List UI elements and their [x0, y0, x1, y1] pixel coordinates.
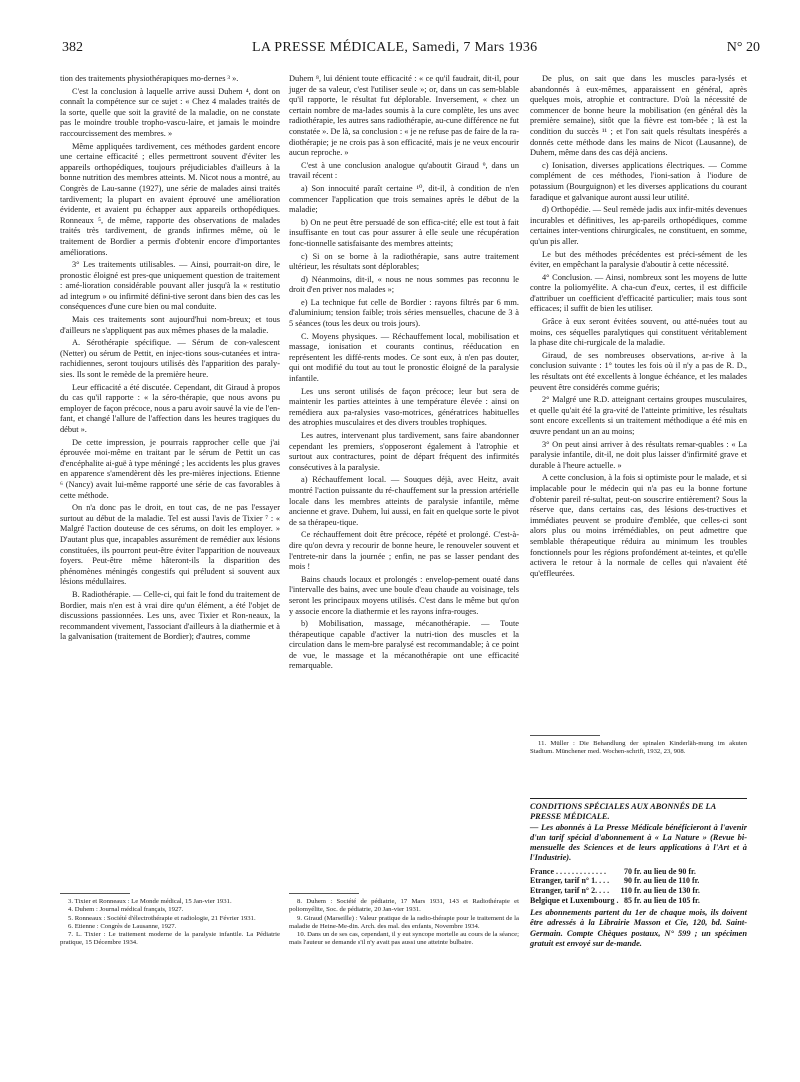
paragraph: A cette conclusion, à la fois si optimiste pour le malade, et si implacable pour le médecin qui n'a pas eu la bonne fortune d'obtenir pareil ré-sultat, peut-on souscrire entièrement? Sous la réserve que, dans certains cas, des lésions des-tructives et immédiates peuvent se produire d'emblée, que celles-ci sont alors plus ou moins irrémédiables, on peut admettre que semblable thérapeutique réduira au minimum les troubles fonctionnels pour les régions profondément at-teintes, et qu'elle activera le retour à la normale de celles qui n'avaient été qu'effleurées. — [530, 473, 747, 578]
rate-price: 90 fr. — [624, 876, 642, 886]
paragraph: Bains chauds locaux et prolongés : envelop-pement ouaté dans l'intervalle des bains, avec une boule d'eau chaude au voisinage, tels seront les principaux moyens utilisés. C'est dans le même but qu'on y associe encore la diathermie et les rayons infra-rouges. — [289, 574, 519, 616]
column-2 — [289, 74, 519, 674]
paragraph: A. Sérothérapie spécifique. — Sérum de con-valescent (Netter) ou sérum de Pettit, en injec-tions sous-cutanées et intra-rachidiennes, seront toujours utilisés dès l'apparition des paraly-sies. Ils sont le remède de la première heure. — [60, 338, 280, 380]
paragraph: On n'a donc pas le droit, en tout cas, de ne pas l'essayer surtout au début de la maladie. Tel est aussi l'avis de Tixier ⁷ : « Malgré l'action douteuse de ces sérums, on doit les employer. » D'autant plus que, incapables assurément de remédier aux lésions constituées, ils pourront peut-être éviter l'apparition de nouveaux foyers. Peut-être même hâteront-ils la disparition des phénomènes méningés congestifs qui préludent si souvent aux lésions médullaires. — [60, 503, 280, 587]
rate-note: au lieu de 90 fr. — [643, 866, 696, 876]
paragraph: e) La technique fut celle de Bordier : rayons filtrés par 6 mm. d'aluminium; tension faible; trois séries mensuelles, chacune de 3 à 5 séances (tous les deux ou trois jours). — [289, 297, 519, 329]
paragraph: 3° On peut ainsi arriver à des résultats remar-quables : « La paralysie infantile, dit-il, ne doit plus laisser d'infirmité grave et durable à l'heure actuelle. » — [530, 439, 747, 470]
paragraph: C'est la conclusion à laquelle arrive aussi Duhem ⁴, dont on connaît la compétence sur ce sujet : « Chez 4 malades traités de la sorte, quelle que soit la gravité de la maladie, on ne constate pas le moindre trouble tropho-vascu-laire, et jamais le moindre raccourcissement des membres. » — [60, 86, 280, 138]
table-row — [530, 867, 702, 877]
issue-number: N° 20 — [726, 40, 760, 55]
page-number: 382 — [62, 40, 83, 55]
page-header — [62, 40, 760, 64]
paragraph: De cette impression, je pourrais rapprocher celle que j'ai éprouvée moi-même en traitant par le sérum de Pettit un cas d'encéphalite ai-guë à type méningé ; les accidents les plus graves en apparence s'amendèrent dès les pre-mières injections. Etienne ⁶ (Nancy) avait lui-même rapporté une série de cas favorables à cette méthode. — [60, 437, 280, 500]
footnote: 4. Duhem : Journal médical français, 1927. — [68, 906, 184, 914]
paragraph: a) Son innocuité paraît certaine ¹⁰, dit-il, à condition de n'en commencer l'application que trois semaines après le début de la maladie; — [289, 183, 519, 215]
column-1 — [60, 74, 280, 645]
journal-title: LA PRESSE MÉDICALE, Samedi, 7 Mars 1936 — [252, 40, 538, 55]
paragraph: Le but des méthodes précédentes est préci-sément de les éviter, en empêchant la paralysie d'aboutir à cette nécessité. — [530, 249, 747, 270]
special-offer-title: CONDITIONS SPÉCIALES AUX ABONNÉS DE LA PRESSE MÉDICALE. — [530, 798, 747, 823]
footnote: 11. Müller : Die Behandlung der spinalen Kinderläh-mung im akuten Stadium. Münchener med. Wochen-schrift, 1932, 23, 908. — [530, 740, 747, 756]
footnotes-column-1 — [60, 898, 280, 948]
footnotes-column-2 — [289, 898, 519, 948]
footnote: 6. Etienne : Congrès de Lausanne, 1927. — [68, 922, 177, 930]
paragraph: 4° Conclusion. — Ainsi, nombreux sont les moyens de lutte contre la poliomyélite. A cha-cun d'eux, certes, il est difficile d'attribuer un coefficient d'efficacité particulier; mais tous sont efficaces; il suffit de bien les utiliser. — [530, 272, 747, 314]
table-row — [530, 896, 702, 906]
footnote: 7. L. Tixier : Le traitement moderne de la paralysie infantile. La Pédiatrie pratique, 15 Décembre 1934. — [60, 931, 280, 947]
paragraph: a) Réchauffement local. — Souques déjà, avec Heitz, avait montré l'action puissante du ré-chauffement sur la pression artérielle locale dans les membres atteints de paralysie infantile, même ancienne et grave. Duhem, lui aussi, en fait en quelque sorte le pivot de sa thérapeu-tique. — [289, 475, 519, 527]
paragraph: c) Si on se borne à la radiothérapie, sans autre traitement ultérieur, les résultats sont déplorables; — [289, 251, 519, 272]
footnote-divider — [289, 893, 359, 894]
table-row — [530, 886, 702, 896]
paragraph: tion des traitements physiothérapiques mo-dernes ³ ». — [60, 74, 239, 83]
paragraph: 3° Les traitements utilisables. — Ainsi, pourrait-on dire, le pronostic éloigné est pres-que uniquement question de traitement : amé-lioration considérable pouvant aller jusqu'à la « restitutio ad integrum » ou infirmité défini-tive seront dans bien des cas les conséquences d'une cure bien ou mal conduite. — [60, 260, 280, 312]
column-3 — [530, 74, 747, 581]
special-offer-box — [530, 798, 747, 949]
rate-region: Etranger, tarif n° 1. . . . — [530, 876, 610, 886]
paragraph: b) Mobilisation, massage, mécanothérapie. — Toute thérapeutique capable d'activer la nutri-tion des muscles et la circulation dans le mem-bre paralysé est recommandable; à ce point de vue, le massage et la mécanothérapie ont une efficacité remarquable. — [289, 619, 519, 671]
paragraph: De plus, on sait que dans les muscles para-lysés et abandonnés à eux-mêmes, apparaissent en général, après quelques mois, atrophie et contracture. D'où la nécessité de commencer de bonne heure la mobilisation (en général dès la première semaine), sitôt que la fièvre est tom-bée ; là est la condition du succès ¹¹ ; et l'on sait quels résultats inespérés a donnés cette méthode dans les mains de Nicot (Lausanne), de Duhem, même dans des cas déjà anciens. — [530, 74, 747, 158]
footnote: 8. Duhem : Société de pédiatrie, 17 Mars 1931, 143 et Radiothérapie et poliomyélite, Soc. de pédiatrie, 20 Jan-vier 1931. — [289, 898, 519, 914]
footnote: 10. Dans un de ses cas, cependant, il y eut syncope mortelle au cours de la séance; mais l'auteur se demande s'il n'y avait pas aussi une atteinte bulbaire. — [289, 931, 519, 947]
paragraph: Ce réchauffement doit être précoce, répété et prolongé. C'est-à-dire qu'on devra y recourir de bonne heure, le renouveler souvent et l'entrete-nir dans la journée ; enfin, ne pas se lasser pendant des mois ! — [289, 530, 519, 572]
rate-region: Etranger, tarif n° 2. . . . — [530, 885, 610, 895]
rate-note: au lieu de 105 fr. — [643, 895, 700, 905]
paragraph: Mais ces traitements sont aujourd'hui nom-breux; et tous d'ailleurs ne s'appliquent pas aux mêmes phases de la maladie. — [60, 315, 280, 335]
paragraph: C. Moyens physiques. — Réchauffement local, mobilisation et massage, ionisation et courants continus, rééducation en représentent les diffé-rents modes. Ce sont eux, à n'en pas douter, qui ont modifié du tout au tout le pronostic éloigné de la paralysie infantile. — [289, 331, 519, 384]
rate-price: 85 fr. — [624, 895, 642, 905]
footnote: 9. Giraud (Marseille) : Valeur pratique de la radio-thérapie pour le traitement de la maladie de Heine-Me-din. Arch. des mal. des enfants, Novembre 1934. — [289, 914, 519, 930]
paragraph: Grâce à eux seront évitées souvent, ou atté-nuées tout au moins, ces séquelles paralytiques qui constituent véritablement la phase dite chi-rurgicale de la maladie. — [530, 317, 747, 348]
paragraph: Les autres, intervenant plus tardivement, sans faire abandonner cependant les premiers, s'opposeront également à l'atrophie et surtout aux contractures, point de départ fréquent des infirmités consécutives à la paralysie. — [289, 431, 519, 472]
rate-price: 110 fr. — [620, 885, 642, 895]
footnote-divider — [530, 735, 600, 736]
paragraph: 2° Malgré une R.D. atteignant certains groupes musculaires, et quelle qu'ait été la gra-vité de l'atteinte primitive, les résultats sont encore excellents si un traitement méthodique a été mis en œuvre pendant un an au moins; — [530, 395, 747, 436]
footnote: 3. Tixier et Ronneaux : Le Monde médical, 15 Jan-vier 1931. — [68, 898, 232, 905]
rate-region: Belgique et Luxembourg . — [530, 895, 619, 905]
footnotes-column-3 — [530, 740, 747, 757]
rate-note: au lieu de 110 fr. — [643, 876, 700, 886]
paragraph: b) On ne peut être persuadé de son effica-cité; elle est tout à fait insuffisante en tout cas pour assurer à elle seule une récupération fonc-tionnelle satisfaisante des membres atteints; — [289, 217, 519, 248]
rate-note: au lieu de 130 fr. — [643, 885, 700, 895]
rate-price: 70 fr. — [624, 866, 642, 876]
paragraph: d) Orthopédie. — Seul remède jadis aux infir-mités devenues incurables et définitives, les ap-pareils orthopédiques, comme certaines inter-ventions chirurgicales, ne constituent, en somme, qu'un pis aller. — [530, 205, 747, 246]
special-offer-body: — Les abonnés à La Presse Médicale bénéficieront à l'avenir d'un tarif spécial d'abonnement à « La Nature » (Revue bi-mensuelle des Sciences et de leurs applications à l'Art et à l'Industrie). — [530, 822, 747, 863]
paragraph: C'est à une conclusion analogue qu'aboutit Giraud ⁹, dans un travail récent : — [289, 160, 519, 181]
footnote-divider — [60, 893, 130, 894]
rate-region: France . . . . . . . . . . . . . — [530, 866, 606, 876]
footnote: 5. Ronneaux : Société d'électrothérapie et radiologie, 21 Février 1931. — [68, 914, 256, 922]
paragraph: d) Néanmoins, dit-il, « nous ne nous sommes pas reconnu le droit d'en priver nos malades »; — [289, 274, 519, 295]
paragraph: Duhem ⁸, lui dénient toute efficacité : « ce qu'il faudrait, dit-il, pour juger de sa valeur, c'est l'utiliser seule »; or, dans un cas sem-blable qu'il rapporte, le résultat fut déplorable. Inversement, « chez un certain nombre de ma-lades soumis à la cure complète, les uns avec radiothérapie, les autres sans radiothérapie, au-cune différence ne fut constatée ». De là, sa conclusion : « je ne refuse pas de faire de la ra-diothérapie; je ne crois pas à son efficacité, mais je ne veux encourir aucun reproche. » — [289, 74, 519, 158]
paragraph: Giraud, de ses nombreuses observations, ar-rive à la conclusion suivante : 1° toutes les fois où il n'y a pas de R. D., les résultats ont été excellents à longue échéance, et les malades peuvent être considérés comme guéris; — [530, 350, 747, 392]
rates-table — [530, 867, 702, 905]
paragraph: Leur efficacité a été discutée. Cependant, dit Giraud à propos du cas qu'il rapporte : « la séro-thérapie, que nous avons pu employer de façon précoce, nous a paru avoir sauvé la vie de l'en-fant, et changé l'allure de l'affection dans les heures tragiques du début ». — [60, 382, 280, 434]
paragraph: c) Ionisation, diverses applications électriques. — Comme complément de ces méthodes, l'ioni-sation à l'iodure de potassium (Bourguignon) et les diverses applications du courant faradique et galvanique auront aussi leur utilité. — [530, 160, 747, 202]
paragraph: Les uns seront utilisés de façon précoce; leur but sera de maintenir les parties atteintes à une température élevée : ainsi on remédiera aux pa-ralysies vaso-motrices, génératrices habituelles des atrophies musculaires et des divers troubles trophiques. — [289, 386, 519, 428]
paragraph: B. Radiothérapie. — Celle-ci, qui fait le fond du traitement de Bordier, mais n'en est à vrai dire qu'un élément, a été l'objet de discussions passionnées. Les uns, avec Tixier et Ron-neaux, la recommandent vivement, l'associant d'ailleurs à la diathermie et à la galvanisation (traitement de Bordier); d'autres, comme — [60, 589, 280, 642]
table-row — [530, 876, 702, 886]
special-offer-footer: Les abonnements partent du 1er de chaque mois, ils doivent être adressés à la Librairie Masson et Cie, 120, bd. Saint-Germain. Compte Chèques postaux, N° 599 ; un spécimen gratuit est envoyé sur de-mande. — [530, 908, 747, 949]
paragraph: Même appliquées tardivement, ces méthodes gardent encore une certaine efficacité ; elles permettront souvent d'éviter les appareils orthopédiques, toujours préjudiciables d'ailleurs à la bonne nutrition des membres atteints. M. Nicot nous a montré, au Congrès de Lau-sanne (1927), une série de malades ainsi traités tardivement; la plupart en avaient éprouvé une amélioration évidente, et avaient pu échapper aux appareils orthopédiques. Ronneaux ⁵, de même, rapporte des observations de malades traités très tardivement, de grands infirmes même, où le traitement de Bordier a permis d'obtenir encore d'importantes améliorations. — [60, 141, 280, 257]
